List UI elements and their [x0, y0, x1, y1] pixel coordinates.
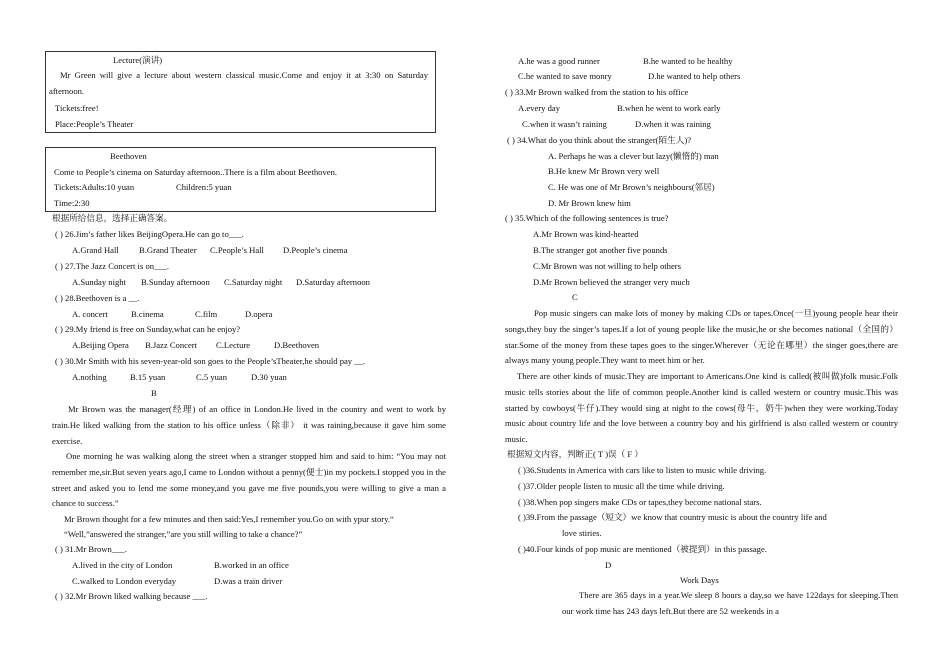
tf-question-36: ( )36.Students in America with cars like to listen to music while driving. [518, 465, 767, 475]
section-a-instruction: 根据所给信息，选择正确答案。 [52, 213, 173, 223]
q26-option-a[interactable]: A.Grand Hall [72, 245, 119, 255]
beethoven-tickets-adults: Tickets:Adults:10 yuan [54, 182, 135, 192]
tf-question-37: ( )37.Older people listen to music all the time while driving. [518, 481, 725, 491]
q32-option-c[interactable]: C.he wanted to save monry [518, 71, 612, 81]
lecture-place: Place:People’s Theater [55, 119, 134, 129]
q35-option-a[interactable]: A.Mr Brown was kind-hearted [533, 229, 639, 239]
q34-option-b[interactable]: B.He knew Mr Brown very well [548, 166, 660, 176]
tf-question-38: ( )38.When pop singers make CDs or tapes,they become national stars. [518, 497, 762, 507]
q30-option-d[interactable]: D.30 yuan [251, 372, 287, 382]
section-d-heading: D [605, 560, 612, 570]
q29-option-a[interactable]: A.Beijing Opera [72, 340, 129, 350]
passage-b-paragraph-4: “Well,”answered the stranger,”are you still willing to take a chance?” [64, 529, 303, 539]
passage-b-paragraph-3: Mr Brown thought for a few minutes and then said:Yes,I remember you.Go on with ypur story.“ [64, 514, 394, 524]
question-30: ( ) 30.Mr Smith with his seven-year-old son goes to the People’sTheater,he should pay __. [55, 356, 365, 366]
q27-option-c[interactable]: C.Saturday night [224, 277, 283, 287]
q29-option-c[interactable]: C.Lecture [216, 340, 251, 350]
q35-option-d[interactable]: D.Mr Brown believed the stranger very much [533, 277, 690, 287]
lecture-tickets: Tickets:free! [55, 103, 99, 113]
q28-option-c[interactable]: C.film [195, 309, 218, 319]
passage-d-paragraph: There are 365 days in a year.We sleep 8 hours a day,so we have 122days for sleeping.Then our work time has 243 days left.But there are 52 weekends in a [562, 590, 898, 616]
section-c-heading: C [572, 292, 578, 302]
lecture-body: Mr Green will give a lecture about western classical music.Come and enjoy it at 3:30 on Saturday afternoon. [49, 70, 428, 96]
q29-option-b[interactable]: B.Jazz Concert [145, 340, 198, 350]
lecture-title: Lecture(演讲) [113, 55, 163, 65]
section-b-heading: B [151, 388, 157, 398]
passage-b-paragraph-2: One morning he was walking along the street when a stranger stopped him and said to him: “You may not remember me,sir.But seven years ago,I came to London without a penny(便士)in my pockets.I stopped you in the street and asked you to lend me some money,and you gave me five pounds,you were willing to give a man a chance to success.” [52, 451, 446, 509]
question-31: ( ) 31.Mr Brown___. [55, 544, 127, 554]
question-32: ( ) 32.Mr Brown liked walking because ___. [55, 591, 208, 601]
q33-option-b[interactable]: B.when he went to work early [617, 103, 721, 113]
q27-option-d[interactable]: D.Saturday afternoon [296, 277, 370, 287]
q30-option-b[interactable]: B.15 yuan [130, 372, 166, 382]
q26-option-b[interactable]: B.Grand Theater [139, 245, 197, 255]
q33-option-c[interactable]: C.when it wasn’t raining [522, 119, 607, 129]
q34-option-a[interactable]: A. Perhaps he was a clever but lazy(懒惰的) man [548, 151, 719, 161]
q26-option-d[interactable]: D.People’s cinema [283, 245, 348, 255]
q28-option-a[interactable]: A. concert [72, 309, 108, 319]
passage-b-paragraph-1: Mr Brown was the manager(经理) of an office in London.He lived in the country and went to work by train.He liked walking from the station to his office unless（除非） it was raining,because it gave him some exercise. [52, 404, 446, 446]
passage-c-paragraph-2: There are other kinds of music.They are important to Americans.One kind is called(被叫做)folk music.Folk music tells stories about the life of common people.Another kind is called western or country music.This was started by cowboys(牛仔).They would sing at night to the cows(母牛，奶牛)when they were working.Today music about country life and the love between a country boy and his girlfriend is also called western or country music. [505, 371, 898, 445]
q32-option-b[interactable]: B.he wanted to be healthy [643, 56, 733, 66]
q33-option-a[interactable]: A.every day [518, 103, 560, 113]
tf-instruction: 根据短文内容，判断正( T )误（ F ） [507, 449, 643, 459]
question-27: ( ) 27.The Jazz Concert is on___. [55, 261, 170, 271]
q31-option-a[interactable]: A.lived in the city of London [72, 560, 173, 570]
beethoven-body: Come to People’s cinema on Saturday afternoon..There is a film about Beethoven. [54, 167, 338, 177]
q27-option-a[interactable]: A.Sunday night [72, 277, 126, 287]
tf-question-39-continued: love stiries. [562, 528, 602, 538]
q28-option-d[interactable]: D.opera [245, 309, 273, 319]
beethoven-tickets-children: Children:5 yuan [176, 182, 232, 192]
q26-option-c[interactable]: C.People’s Hall [210, 245, 264, 255]
beethoven-title: Beethoven [110, 151, 147, 161]
beethoven-time: Time:2:30 [54, 198, 90, 208]
q35-option-c[interactable]: C.Mr Brown was not willing to help others [533, 261, 681, 271]
q31-option-b[interactable]: B.worked in an office [214, 560, 289, 570]
q34-option-c[interactable]: C. He was one of Mr Brown’s neighbours(邻居) [548, 182, 715, 192]
q34-option-d[interactable]: D. Mr Brown knew him [548, 198, 631, 208]
q32-option-a[interactable]: A.he was a good runner [518, 56, 600, 66]
passage-c-paragraph-1: Pop music singers can make lots of money by making CDs or tapes.Once(一旦)young people hear their songs,they buy the singer’s tapes.If a lot of young people like the music,he or she becomes national（全国的）star.Some of the money from these tapes goes to the singer.Wherever（无论在哪里）the singer goes,there are always many young people.They want to meet him or her. [505, 308, 898, 366]
q31-option-d[interactable]: D.was a train driver [214, 576, 283, 586]
question-34: ( ) 34.What do you think about the stranger(陌生人)? [507, 135, 692, 145]
q29-option-d[interactable]: D.Beethoven [274, 340, 320, 350]
q33-option-d[interactable]: D.when it was raining [635, 119, 711, 129]
beethoven-notice-box [45, 147, 436, 212]
question-26: ( ) 26.Jim’s father likes BeijingOpera.He can go to___. [55, 229, 244, 239]
question-29: ( ) 29.My friend is free on Sunday,what can he enjoy? [55, 324, 241, 334]
q27-option-b[interactable]: B.Sunday afternoon [141, 277, 210, 287]
question-33: ( ) 33.Mr Brown walked from the station to his office [505, 87, 689, 97]
question-35: ( ) 35.Which of the following sentences is true? [505, 213, 669, 223]
section-d-title: Work Days [680, 575, 719, 585]
question-28: ( ) 28.Beethoven is a __. [55, 293, 140, 303]
tf-question-39: ( )39.From the passage（短文）we know that country music is about the country life and [518, 512, 827, 522]
q30-option-a[interactable]: A.nothing [72, 372, 107, 382]
q30-option-c[interactable]: C.5 yuan [196, 372, 228, 382]
q31-option-c[interactable]: C.walked to London everyday [72, 576, 177, 586]
q28-option-b[interactable]: B.cinema [131, 309, 164, 319]
q35-option-b[interactable]: B.The stranger got another five pounds [533, 245, 668, 255]
q32-option-d[interactable]: D.he wanted to help others [648, 71, 741, 81]
tf-question-40: ( )40.Four kinds of pop music are mentioned（被提到）in this passage. [518, 544, 767, 554]
